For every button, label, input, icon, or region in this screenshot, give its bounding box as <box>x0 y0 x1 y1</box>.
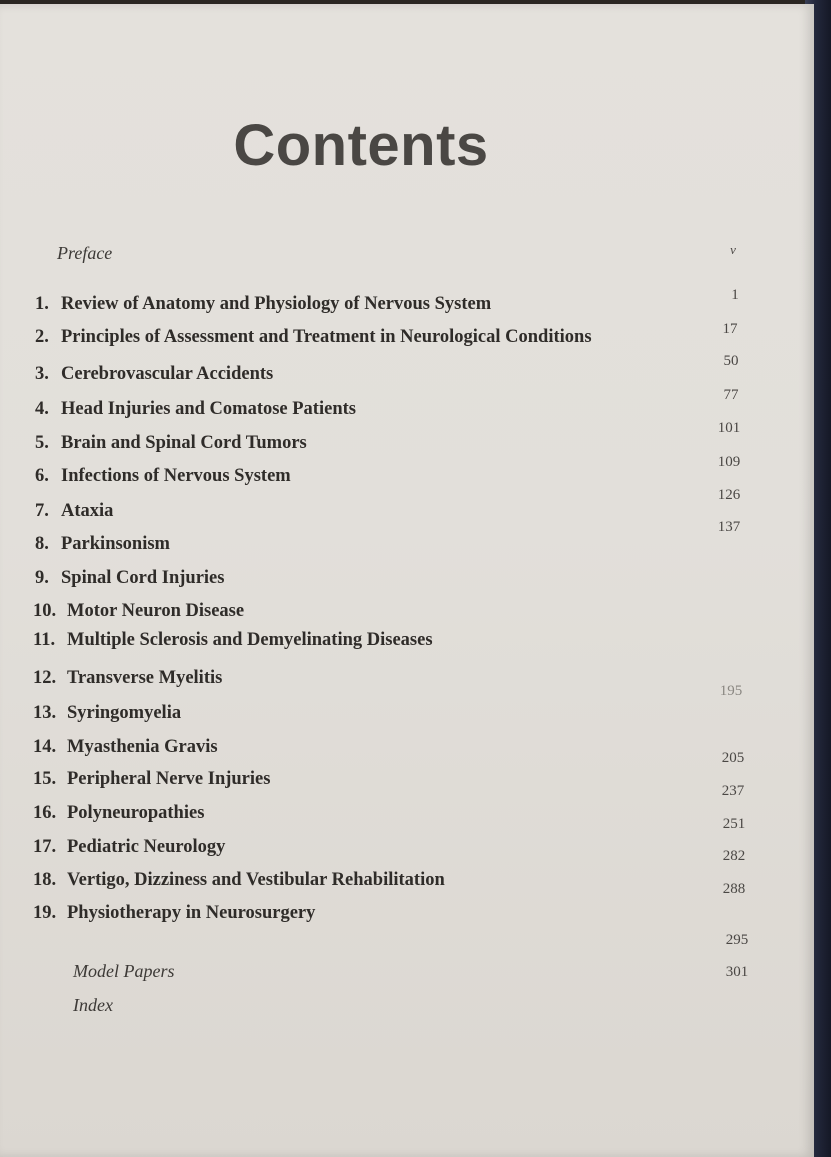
page-number: 17 <box>722 321 738 337</box>
chapter-number: 15. <box>33 769 57 789</box>
chapter-title: Syringomyelia <box>67 703 182 723</box>
page-number: 1 <box>731 287 739 303</box>
page-number: 295 <box>725 932 749 948</box>
chapter-title: Brain and Spinal Cord Tumors <box>61 433 307 453</box>
chapter-title: Principles of Assessment and Treatment in Neurological Conditions <box>61 327 592 347</box>
chapter-title: Motor Neuron Disease <box>67 601 245 621</box>
chapter-title: Parkinsonism <box>61 534 170 554</box>
chapter-title: Polyneuropathies <box>67 803 205 823</box>
toc-entry <box>33 737 218 758</box>
page-number: 50 <box>723 353 739 369</box>
toc-entry <box>35 433 307 454</box>
toc-entry <box>35 501 113 522</box>
page-number: 237 <box>721 783 745 799</box>
page-number: 101 <box>717 420 741 436</box>
toc-entry <box>33 870 445 891</box>
toc-entry <box>33 601 244 622</box>
chapter-number: 5. <box>35 433 49 453</box>
page-title: Contents <box>233 113 489 178</box>
page-number: 282 <box>722 848 746 864</box>
chapter-title: Physiotherapy in Neurosurgery <box>67 903 316 923</box>
chapter-title: Head Injuries and Comatose Patients <box>61 399 356 419</box>
chapter-title: Infections of Nervous System <box>61 466 291 486</box>
model-papers-label: Model Papers <box>73 961 175 981</box>
chapter-number: 3. <box>35 364 49 384</box>
chapter-title: Cerebrovascular Accidents <box>61 364 274 384</box>
chapter-title: Peripheral Nerve Injuries <box>67 769 271 789</box>
chapter-number: 10. <box>33 601 57 621</box>
chapter-number: 8. <box>35 534 49 554</box>
page-number: 126 <box>717 487 741 503</box>
chapter-number: 6. <box>35 466 49 486</box>
preface-page: v <box>730 242 736 257</box>
preface-label: Preface <box>57 243 113 263</box>
chapter-number: 1. <box>35 294 49 314</box>
chapter-number: 18. <box>33 870 57 890</box>
chapter-number: 14. <box>33 737 57 757</box>
page-number: 301 <box>725 964 749 980</box>
toc-entry <box>35 364 273 385</box>
chapter-title: Vertigo, Dizziness and Vestibular Rehabilitation <box>67 870 445 890</box>
toc-entry <box>33 903 315 924</box>
toc-entry <box>33 803 204 824</box>
chapter-number: 9. <box>35 568 49 588</box>
page-number: 77 <box>723 387 739 403</box>
chapter-title: Pediatric Neurology <box>67 837 226 857</box>
toc-entry <box>33 703 181 724</box>
toc-entry <box>35 534 170 555</box>
toc-entry <box>33 769 270 790</box>
chapter-title: Myasthenia Gravis <box>67 737 218 757</box>
page-number: 195 <box>719 683 743 699</box>
page-number: 288 <box>722 881 746 897</box>
contents-page <box>0 4 814 1157</box>
chapter-title: Spinal Cord Injuries <box>61 568 225 588</box>
chapter-title: Multiple Sclerosis and Demyelinating Diseases <box>67 630 433 650</box>
toc-entry <box>35 294 491 315</box>
page-number: 205 <box>721 750 745 766</box>
chapter-number: 4. <box>35 399 49 419</box>
chapter-number: 7. <box>35 501 49 521</box>
chapter-number: 19. <box>33 903 57 923</box>
toc-entry <box>33 668 222 689</box>
chapter-title: Transverse Myelitis <box>67 668 223 688</box>
page-number: 251 <box>722 816 746 832</box>
chapter-title: Review of Anatomy and Physiology of Nervous System <box>61 294 492 314</box>
toc-entry <box>35 399 356 420</box>
chapter-number: 2. <box>35 327 49 347</box>
chapter-number: 17. <box>33 837 57 857</box>
chapter-number: 12. <box>33 668 57 688</box>
page-number: 109 <box>717 454 741 470</box>
toc-entry <box>35 327 592 348</box>
toc-entry <box>33 837 225 858</box>
page-number: 137 <box>717 519 741 535</box>
toc-entry <box>33 630 433 651</box>
toc-entry <box>35 466 291 487</box>
chapter-number: 13. <box>33 703 57 723</box>
toc-entry <box>35 568 224 589</box>
chapter-number: 16. <box>33 803 57 823</box>
index-label: Index <box>73 995 113 1015</box>
chapter-title: Ataxia <box>61 501 114 521</box>
chapter-number: 11. <box>33 630 56 650</box>
